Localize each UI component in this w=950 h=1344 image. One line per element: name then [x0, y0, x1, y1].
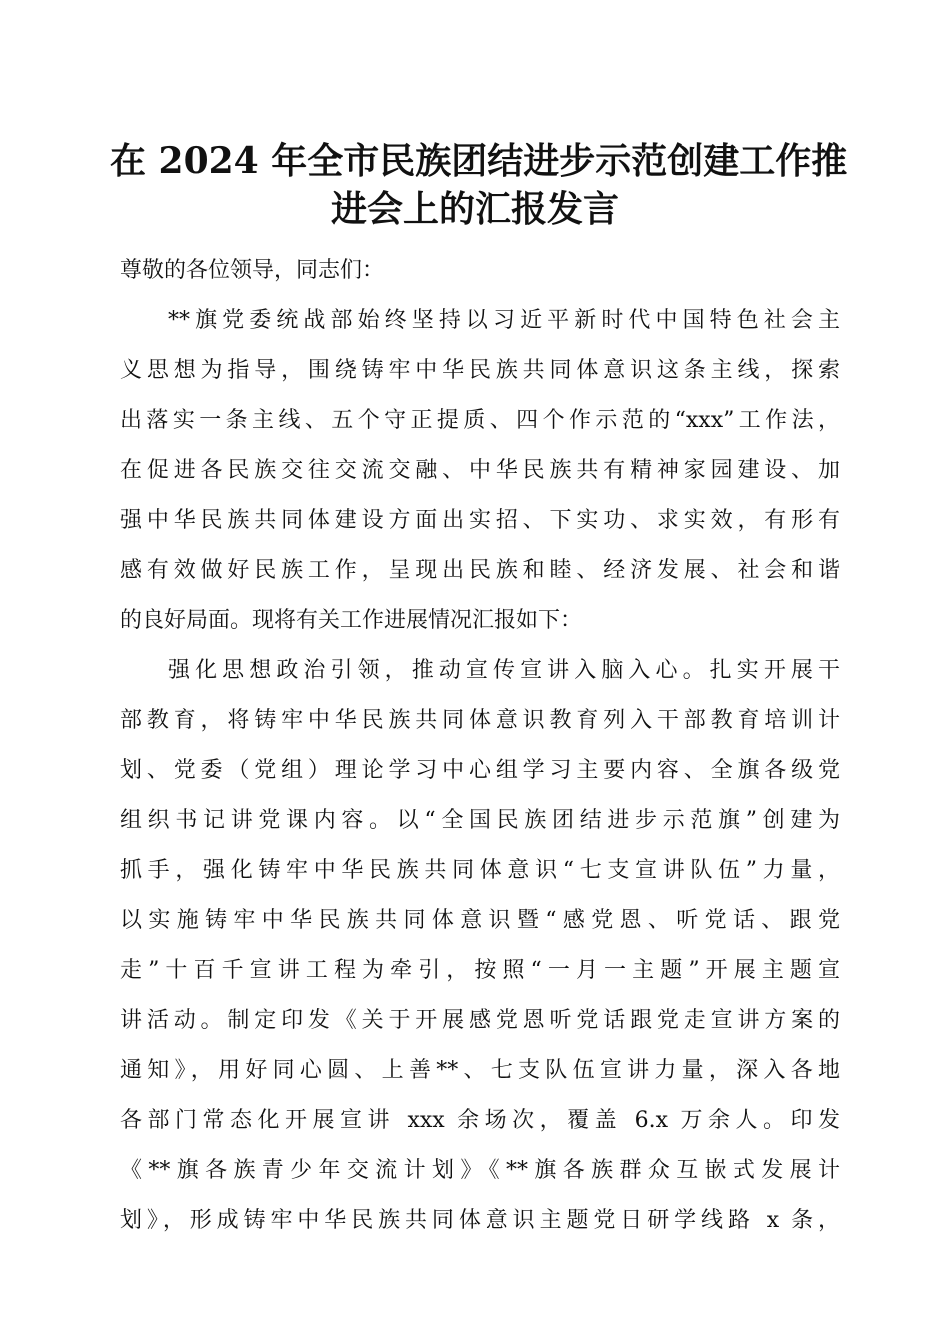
paragraph-2-line: 划》，形成铸牢中华民族共同体意识主题党日研学线路 x 条，	[120, 1208, 840, 1233]
salutation: 尊敬的各位领导，同志们：	[120, 258, 385, 283]
paragraph-1-line: 出落实一条主线、五个守正提质、四个作示范的“xxx”工作法，	[120, 408, 840, 433]
paragraph-1-line: 义思想为指导，围绕铸牢中华民族共同体意识这条主线，探索	[120, 358, 840, 383]
paragraph-1-line: 强中华民族共同体建设方面出实招、下实功、求实效，有形有	[120, 508, 840, 533]
paragraph-1-line: 的良好局面。现将有关工作进展情况汇报如下：	[120, 608, 583, 633]
document-body	[120, 246, 840, 1246]
paragraph-2-line: 以实施铸牢中华民族共同体意识暨“感党恩、听党话、跟党	[120, 908, 840, 933]
paragraph-2-line: 抓手，强化铸牢中华民族共同体意识“七支宣讲队伍”力量，	[120, 858, 840, 883]
paragraph-2-line: 走”十百千宣讲工程为牵引，按照“一月一主题”开展主题宣	[120, 958, 840, 983]
paragraph-1-line: 感有效做好民族工作，呈现出民族和睦、经济发展、社会和谐	[120, 558, 840, 583]
document-title-line-2: 进会上的汇报发言	[330, 188, 619, 230]
paragraph-2-line: 《**旗各族青少年交流计划》《**旗各族群众互嵌式发展计	[120, 1158, 840, 1183]
paragraph-2-line: 部教育，将铸牢中华民族共同体意识教育列入干部教育培训计	[120, 708, 840, 733]
paragraph-2-line: 各部门常态化开展宣讲 xxx 余场次，覆盖 6.x 万余人。印发	[120, 1108, 840, 1133]
paragraph-2-line: 划、党委（党组）理论学习中心组学习主要内容、全旗各级党	[120, 758, 840, 783]
paragraph-2-line: 讲活动。制定印发《关于开展感党恩听党话跟党走宣讲方案的	[120, 1008, 840, 1033]
paragraph-2-line: 通知》，用好同心圆、上善**、七支队伍宣讲力量，深入各地	[120, 1058, 840, 1083]
paragraph-1-line: 在促进各民族交往交流交融、中华民族共有精神家园建设、加	[120, 458, 840, 483]
paragraph-2-line: 强化思想政治引领，推动宣传宣讲入脑入心。扎实开展干	[168, 658, 840, 683]
document-title-line-1: 在 2024 年全市民族团结进步示范创建工作推	[110, 140, 848, 182]
paragraph-1-line: **旗党委统战部始终坚持以习近平新时代中国特色社会主	[168, 308, 840, 333]
paragraph-2-line: 组织书记讲党课内容。以“全国民族团结进步示范旗”创建为	[120, 808, 840, 833]
